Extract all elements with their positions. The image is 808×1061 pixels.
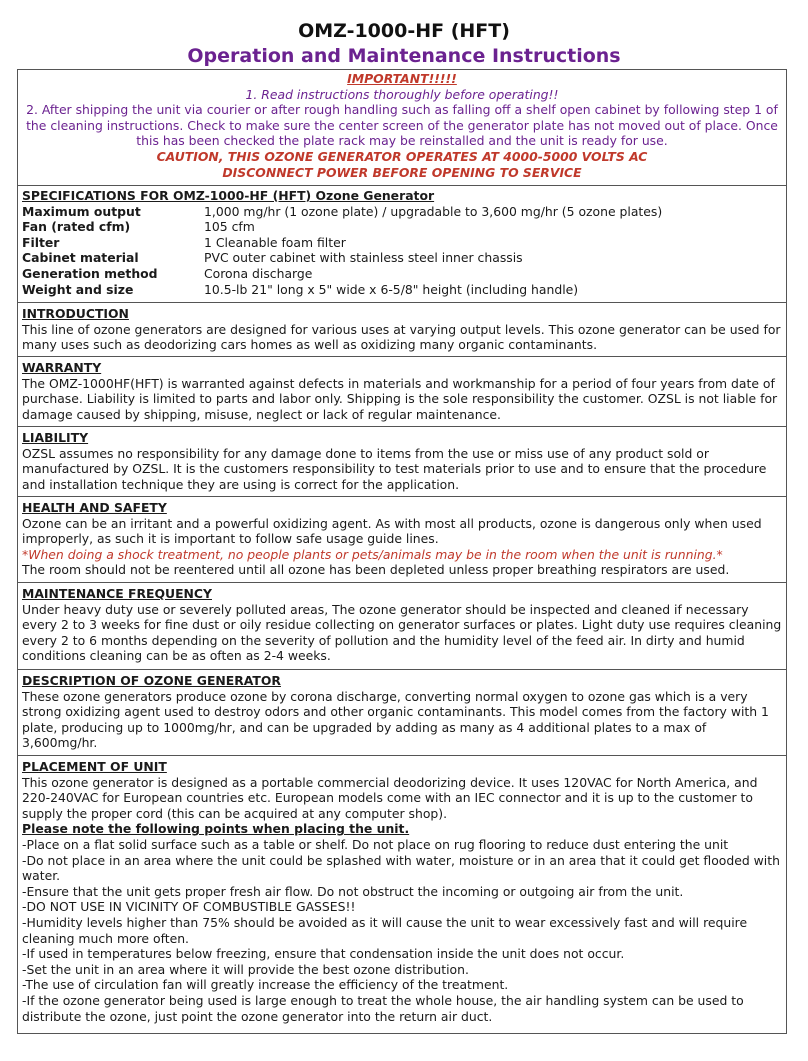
placement-point: -Humidity levels higher than 75% should be avoided as it will cause the unit to wear excessively fast and will require cleaning much more often. <box>22 914 748 946</box>
placement-note-heading: Please note the following points when placing the unit. <box>22 821 410 837</box>
caution-voltage: CAUTION, THIS OZONE GENERATOR OPERATES AT 4000-5000 VOLTS AC <box>156 148 648 164</box>
spec-row <box>22 235 782 251</box>
spec-value: 1 Cleanable foam filter <box>204 234 346 250</box>
description-text: These ozone generators produce ozone by corona discharge, converting normal oxygen to ozone gas which is a very strong oxidizing agent used to destroy odors and other organic contaminants. This model comes from the factory with 1 plate, producing up to 1000mg/hr, and can be upgraded by adding as many as 4 additional plates to a max of 3,600mg/hr. <box>22 688 769 751</box>
placement-section <box>17 755 787 1024</box>
introduction-heading: INTRODUCTION <box>22 306 129 321</box>
description-heading: DESCRIPTION OF OZONE GENERATOR <box>22 673 281 688</box>
placement-text: This ozone generator is designed as a portable commercial deodorizing device. It uses 120VAC for North America, and 220-240VAC for European countries etc. European models come with an IEC connector and it is up to the customer to supply the proper cord (this can be acquired at any computer shop). <box>22 774 758 821</box>
placement-point: -If used in temperatures below freezing, ensure that condensation inside the unit does not occur. <box>22 946 625 962</box>
spec-row <box>22 282 782 298</box>
warranty-text: The OMZ-1000HF(HFT) is warranted against defects in materials and workmanship for a period of four years from date of purchase. Liability is limited to parts and labor only. Shipping is the sole responsibility the customer. OZSL is not liable for damage caused by shipping, misuse, neglect or lack of regular maintenance. <box>22 375 778 422</box>
spec-row <box>22 250 782 266</box>
important-heading: IMPORTANT!!!!! <box>347 71 457 86</box>
warranty-heading: WARRANTY <box>22 360 102 375</box>
important-section <box>17 70 787 180</box>
spec-label: Generation method <box>22 265 158 281</box>
placement-point: -Ensure that the unit gets proper fresh air flow. Do not obstruct the incoming or outgoing air from the unit. <box>22 883 684 899</box>
spec-value: 10.5-lb 21" long x 5" wide x 6-5/8" height (including handle) <box>204 281 579 297</box>
spec-value: 1,000 mg/hr (1 ozone plate) / upgradable to 3,600 mg/hr (5 ozone plates) <box>204 203 663 219</box>
warranty-section <box>17 356 787 422</box>
important-line-2: 2. After shipping the unit via courier or after rough handling such as falling off a shelf open cabinet by following step 1 of the cleaning instructions. Check to make sure the center screen of the generator plate has not moved out of place. Once this has been checked the plate rack may be reinstalled and the unit is ready for use. <box>26 102 778 149</box>
spec-label: Maximum output <box>22 203 141 219</box>
spec-value: PVC outer cabinet with stainless steel inner chassis <box>204 250 523 266</box>
spec-label: Weight and size <box>22 281 134 297</box>
spec-row <box>22 219 782 235</box>
maintenance-text: Under heavy duty use or severely polluted areas, The ozone generator should be inspected and cleaned if necessary every 2 to 3 weeks for fine dust or oily residue collecting on generator surfaces or plates. Light duty use requires cleaning every 2 to 6 months depending on the severity of pollution and the humidity level of the feed air. In dirty and humid conditions cleaning can be as often as 2-4 weeks. <box>22 601 782 664</box>
introduction-text: This line of ozone generators are designed for various uses at varying output levels. This ozone generator can be used for many uses such as deodorizing cars homes as well as oxidizing many organic contaminants. <box>22 321 781 353</box>
shock-treatment-warning: *When doing a shock treatment, no people plants or pets/animals may be in the room when the unit is running.* <box>22 546 723 562</box>
spec-row <box>22 266 782 282</box>
health-safety-heading: HEALTH AND SAFETY <box>22 500 167 515</box>
placement-point: -Set the unit in an area where it will provide the best ozone distribution. <box>22 961 469 977</box>
health-safety-section <box>17 496 787 578</box>
maintenance-heading: MAINTENANCE FREQUENCY <box>22 586 212 601</box>
placement-heading: PLACEMENT OF UNIT <box>22 759 167 774</box>
placement-point: -Do not place in an area where the unit could be splashed with water, moisture or in an area that it could get flooded with water. <box>22 852 780 884</box>
maintenance-section <box>17 582 787 664</box>
document-subtitle: Operation and Maintenance Instructions <box>187 45 621 67</box>
placement-point: -The use of circulation fan will greatly increase the efficiency of the treatment. <box>22 977 509 993</box>
health-safety-text: Ozone can be an irritant and a powerful oxidizing agent. As with most all products, ozone is dangerous only when used improperly, as such it is important to follow safe usage guide lines. <box>22 515 762 547</box>
liability-text: OZSL assumes no responsibility for any damage done to items from the use or miss use of any product sold or manufactured by OZSL. It is the customers responsibility to test materials prior to use and to ensure that the procedure and installation technique they are using is correct for the application. <box>22 445 767 492</box>
liability-section <box>17 426 787 492</box>
reentry-text: The room should not be reentered until all ozone has been depleted unless proper breathing respirators are used. <box>22 562 730 578</box>
placement-point: -DO NOT USE IN VICINITY OF COMBUSTIBLE GASSES!! <box>22 899 356 915</box>
spec-value: 105 cfm <box>204 219 255 235</box>
caution-disconnect: DISCONNECT POWER BEFORE OPENING TO SERVICE <box>222 164 582 180</box>
spec-row <box>22 204 782 220</box>
placement-point: -Place on a flat solid surface such as a table or shelf. Do not place on rug flooring to reduce dust entering the unit <box>22 836 729 852</box>
placement-point: -If the ozone generator being used is large enough to treat the whole house, the air handling system can be used to distribute the ozone, just point the ozone generator into the return air duct. <box>22 992 744 1024</box>
specifications-section <box>17 185 787 297</box>
important-line-1: 1. Read instructions thoroughly before operating!! <box>245 86 559 102</box>
document-title: OMZ-1000-HF (HFT) <box>298 20 510 42</box>
introduction-section <box>17 302 787 353</box>
spec-label: Fan (rated cfm) <box>22 219 131 235</box>
description-section <box>17 669 787 751</box>
spec-label: Filter <box>22 234 60 250</box>
specifications-heading: SPECIFICATIONS FOR OMZ-1000-HF (HFT) Ozone Generator <box>22 188 435 203</box>
liability-heading: LIABILITY <box>22 430 89 445</box>
spec-value: Corona discharge <box>204 265 313 281</box>
spec-label: Cabinet material <box>22 250 139 266</box>
